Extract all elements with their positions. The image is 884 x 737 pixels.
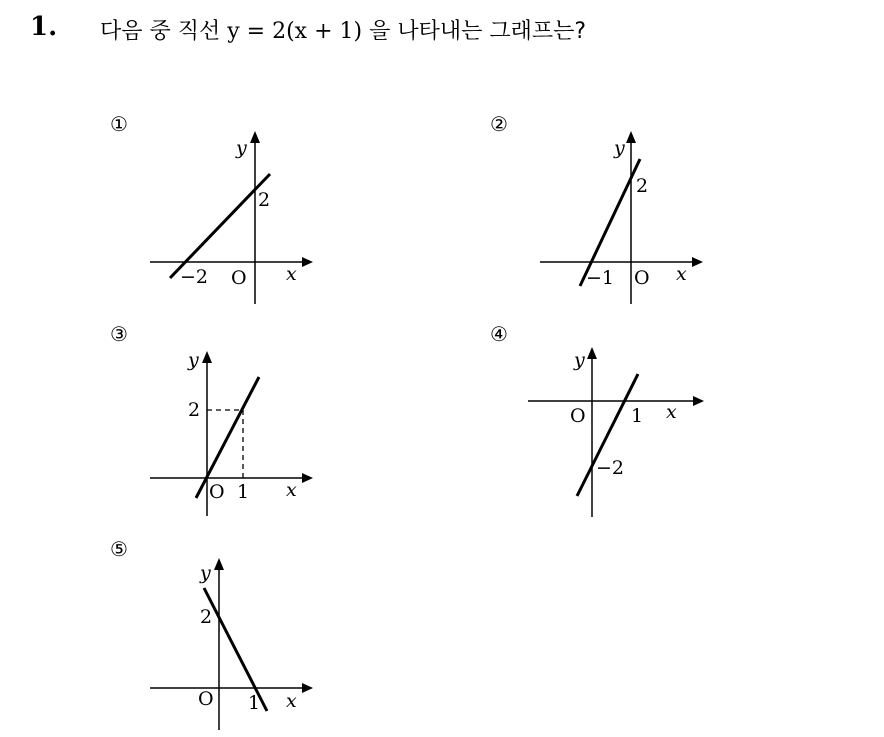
x-axis-arrow [302,257,313,267]
y-axis-arrow [250,131,260,143]
x-tick-label: −1 [586,267,615,289]
origin-label: O [198,688,214,710]
choice-1-graph [110,112,370,312]
x-axis-label: x [286,263,297,285]
y-axis-label: y [574,349,585,371]
x-axis-arrow [302,683,313,693]
choice-4-label: ④ [490,322,508,346]
y-axis-label: y [188,349,199,371]
x-axis-label: x [286,690,297,712]
question-suffix: 을 나타내는 그래프는? [362,19,587,44]
y-tick-label: 2 [200,606,213,628]
y-tick-label: −2 [596,457,625,479]
choice-2-label: ② [490,112,508,136]
y-axis-arrow [214,558,224,570]
y-axis-label: y [236,137,247,159]
x-axis-arrow [302,473,313,483]
question-equation: y = 2(x + 1) [227,19,363,44]
y-axis-arrow [202,351,212,363]
origin-label: O [231,267,247,289]
choice-1[interactable] [110,112,370,312]
question-number: 1. [30,12,58,42]
choice-5-label: ⑤ [110,537,128,561]
choice-4-graph [490,322,750,532]
x-axis-arrow [692,257,703,267]
choice-4[interactable] [490,322,750,522]
x-axis-label: x [676,263,687,285]
x-tick-label: −2 [180,266,209,288]
x-axis-label: x [666,401,677,423]
y-axis-label: y [614,137,625,159]
question-text [100,14,586,45]
x-tick-label: 1 [631,405,644,427]
choice-2-graph [490,112,750,312]
x-axis-arrow [693,396,704,406]
y-tick-label: 2 [188,399,201,421]
choice-1-label: ① [110,112,128,136]
x-tick-label: 1 [248,692,261,714]
y-tick-label: 2 [258,189,271,211]
y-tick-label: 2 [636,175,649,197]
x-tick-label: 1 [237,481,250,503]
choice-3-label: ③ [110,322,128,346]
choice-2[interactable] [490,112,750,312]
origin-label: O [570,405,586,427]
y-axis-arrow [587,347,597,359]
choice-5-graph [110,537,370,732]
origin-label: O [209,481,225,503]
graph-line [196,377,259,498]
choice-3-graph [110,322,370,532]
origin-label: O [634,267,650,289]
choice-5[interactable] [110,537,370,737]
x-axis-label: x [286,479,297,501]
y-axis-arrow [626,131,636,143]
y-axis-label: y [200,562,211,584]
question-prefix: 다음 중 직선 [100,19,228,44]
choice-3[interactable] [110,322,370,522]
